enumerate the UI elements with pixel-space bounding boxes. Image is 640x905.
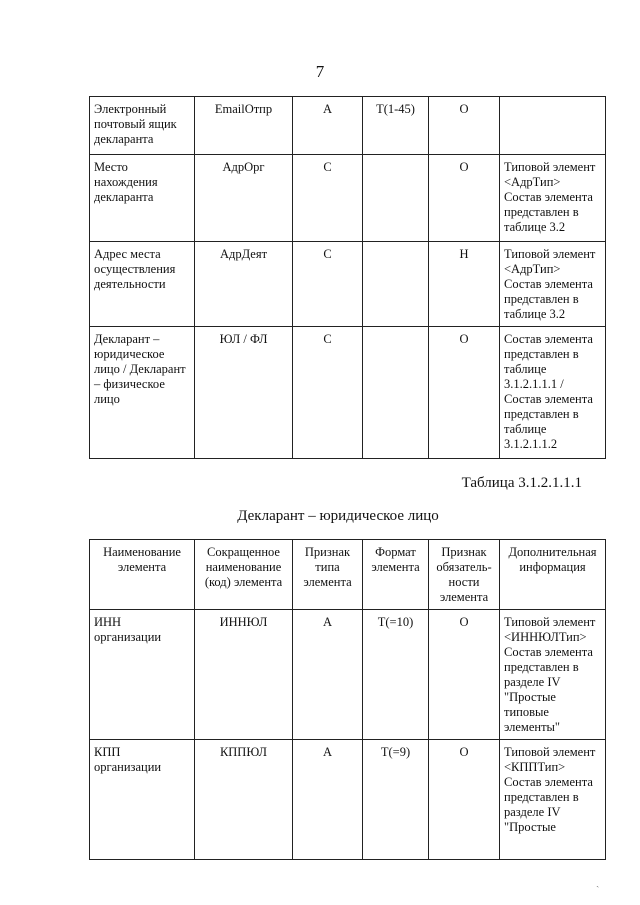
element-name-cell: Электронный почтовый ящик декларанта (90, 97, 195, 155)
table-row (90, 610, 606, 740)
element-type-cell: С (293, 327, 363, 459)
table-row (90, 327, 606, 459)
element-info-cell: Типовой элемент <ИННЮЛТип> Состав элемента представлен в разделе IV "Простые типовые элементы" (500, 610, 606, 740)
header-format: Формат элемента (363, 540, 429, 610)
element-format-cell (363, 327, 429, 459)
table-title: Декларант – юридическое лицо (237, 508, 439, 524)
element-info-cell: Типовой элемент <АдрТип> Состав элемента представлен в таблице 3.2 (500, 155, 606, 242)
element-type-cell: А (293, 740, 363, 860)
element-required-cell: О (429, 327, 500, 459)
header-info: Дополнительная информация (500, 540, 606, 610)
element-type-cell: С (293, 242, 363, 327)
header-type: Признак типа элемента (293, 540, 363, 610)
header-code: Сокращенное наименование (код) элемента (195, 540, 293, 610)
scan-mark: ˎ (596, 877, 600, 888)
element-format-cell (363, 155, 429, 242)
element-info-cell: Типовой элемент <КППТип> Состав элемента представлен в разделе IV "Простые (500, 740, 606, 860)
table-row (90, 97, 606, 155)
element-code-cell: АдрОрг (195, 155, 293, 242)
element-required-cell: О (429, 97, 500, 155)
element-type-cell: А (293, 97, 363, 155)
element-required-cell: Н (429, 242, 500, 327)
element-name-cell: Адрес места осуществления деятельности (90, 242, 195, 327)
element-type-cell: А (293, 610, 363, 740)
element-name-cell: Место нахождения декларанта (90, 155, 195, 242)
element-format-cell: Т(1-45) (363, 97, 429, 155)
elements-table-continued (89, 96, 606, 459)
page-number: 7 (315, 62, 325, 81)
element-code-cell: ЮЛ / ФЛ (195, 327, 293, 459)
element-type-cell: С (293, 155, 363, 242)
table-row (90, 242, 606, 327)
legal-entity-table (89, 539, 606, 860)
table-caption: Таблица 3.1.2.1.1.1 (461, 475, 582, 491)
element-format-cell: Т(=9) (363, 740, 429, 860)
element-info-cell (500, 97, 606, 155)
element-info-cell: Типовой элемент <АдрТип> Состав элемента представлен в таблице 3.2 (500, 242, 606, 327)
header-required: Признак обязатель-ности элемента (429, 540, 500, 610)
element-code-cell: КППЮЛ (195, 740, 293, 860)
element-info-cell: Состав элемента представлен в таблице 3.1.2.1.1.1 / Состав элемента представлен в таблице 3.1.2.1.1.2 (500, 327, 606, 459)
header-name: Наименование элемента (90, 540, 195, 610)
element-format-cell: Т(=10) (363, 610, 429, 740)
table-row (90, 740, 606, 860)
element-code-cell: ИННЮЛ (195, 610, 293, 740)
table-header-row (90, 540, 606, 610)
element-code-cell: АдрДеят (195, 242, 293, 327)
element-format-cell (363, 242, 429, 327)
element-name-cell: Декларант – юридическое лицо / Декларант – физическое лицо (90, 327, 195, 459)
element-code-cell: EmailОтпр (195, 97, 293, 155)
table-row (90, 155, 606, 242)
element-name-cell: КПП организации (90, 740, 195, 860)
element-required-cell: О (429, 740, 500, 860)
element-name-cell: ИНН организации (90, 610, 195, 740)
element-required-cell: О (429, 610, 500, 740)
element-required-cell: О (429, 155, 500, 242)
